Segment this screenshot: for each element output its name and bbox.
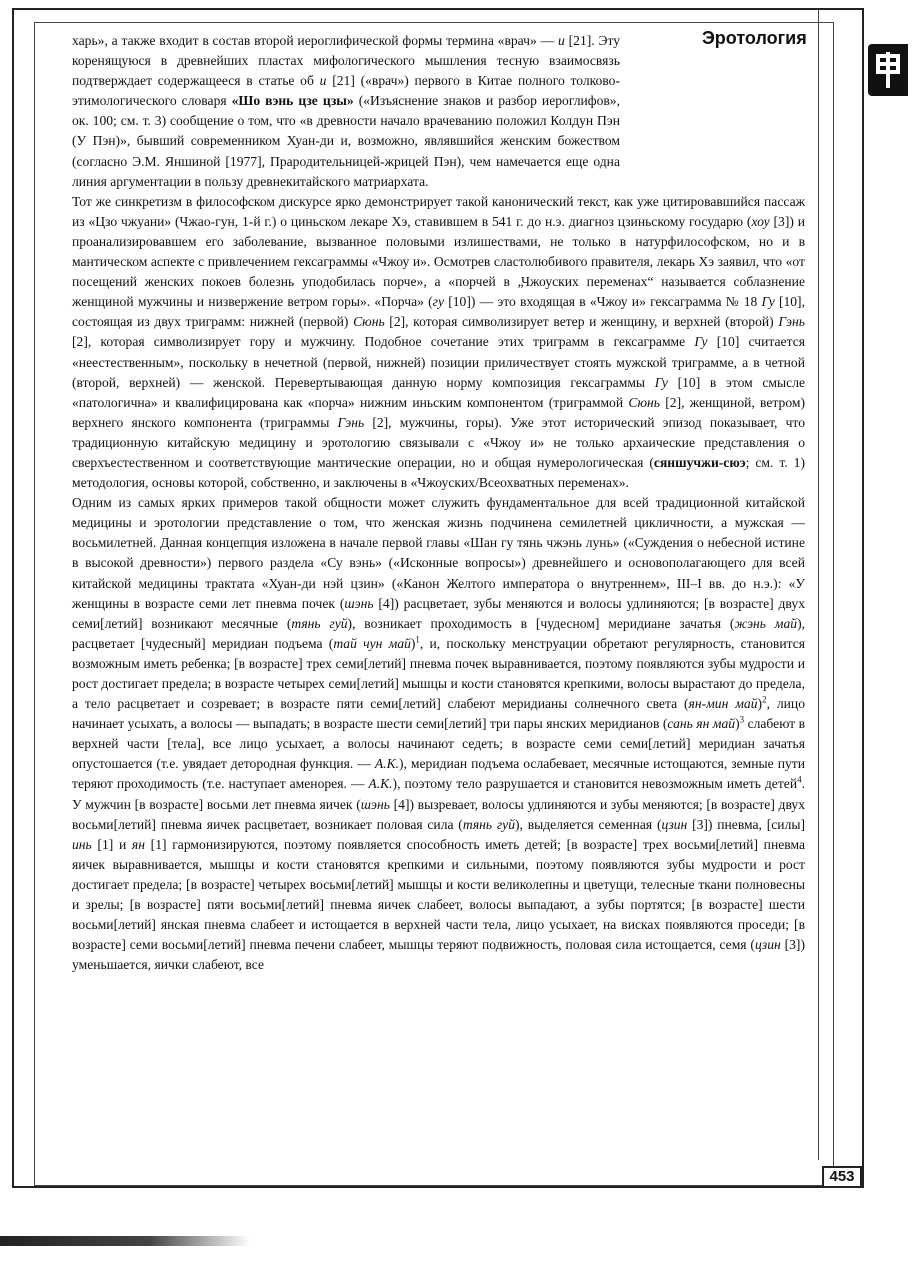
footnote-ref: 4 [797, 774, 802, 785]
scan-edge-shadow [0, 1236, 250, 1246]
paragraph-3: Одним из самых ярких примеров такой общности может служить фундаментальное для всей традиционной китайской медицины и эротологии представление о том, что женская жизнь подчинена семилетней цикличности, а мужская — восьмилетней. Данная концепция изложена в начале первой главы «Шан гу тянь чжэнь лунь» («Суждения о небесной истине в высокой древности») первого раздела «Су вэнь» («Исконные вопросы») древнейшего и основополагающего для всей китайской медицины трактата «Хуан-ди нэй цзин» («Канон Желтого императора о внутреннем», III–I вв. до н.э.): «У женщины в возрасте семи лет пневма почек (шэнь [4]) расцветает, зубы меняются и волосы удлиняются; [в возрасте] двух семи[летий] возникают месячные (тянь гуй), возникает проходимость в [чудесном] меридиане зачатья (жэнь май), расцветает [чудесный] меридиан подъема (тай чун май)$^1$, и, поскольку менструации обретают регулярность, становится возможным иметь ребенка; [в возрасте] трех семи[летий] пневма почек выравнивается, поэтому появляются зубы мудрости и рост достигает предела; в возрасте четырех семи[летий] мышцы и кости становятся крепкими, волосы вырастают до предела, а тело расцветает и созревает; в возрасте пяти семи[летий] слабеют меридианы солнечного света (ян-мин май)$^2$, лицо начинает усыхать, а волосы — выпадать; в возрасте шести семи[летий] три пары янских меридианов (сань ян май)$^3$ слабеют в верхней части [тела], все лицо усыхает, а волосы начинают седеть; в возрасте семи семи[летий] меридиан зачатья опустошается (т.е. увядает детородная функция. — А.К.), меридиан подъема ослабевает, месячные истощаются, земные пути теряют проходимость (т.е. наступает аменорея. — А.К.), поэтому тело разрушается и становится невозможным иметь детей$^4$. У мужчин [в возрасте] восьми лет пневма яичек (шэнь [4]) вызревает, волосы удлиняются и зубы меняются; [в возрасте] двух восьми[летий] пневма яичек расцветает, возникает половая сила (тянь гуй), выделяется семенная (цзин [3]) пневма, [силы] инь [1] и ян [1] гармонизируются, поэтому появляется способность иметь детей; [в возрасте] трех восьми[летий] пневма яичек выравнивается, мышцы и кости становятся крепкими и сильными, поэтому появляются зубы мудрости и рост достигает предела; [в возрасте] четырех восьми[летий] мышцы и кости великолепны и цветущи, телесные ткани полновесны и зрелы; [в возрасте] пяти восьми[летий] пневма яичек слабеет, волосы выпадают, а зубы портятся; [в возрасте] шести восьми[летий] янская пневма слабеет и истощается в верхней части тела, лицо усыхает, на висках появляются проседи; [в возрасте] семи восьми[летий] пневма печени слабеет, мышцы теряют подвижность, половая сила истощается, семя (цзин [3]) уменьшается, яички слабеют, все [72, 495, 806, 973]
page-number: 453 [822, 1166, 862, 1188]
paragraph-2: Тот же синкретизм в философском дискурсе ярко демонстрирует такой канонический текст, как уже цитировавшийся пассаж из «Цзо чжуани» (Чжао-гун, 1-й г.) о циньском лекаре Хэ, ставившем в 541 г. до н.э. диагноз цзиньскому государю (хоу [3]) и проанализировавшем его заболевание, вызванное половыми излишествами, не только в натурфилософском, но и в мантическом аспекте с привлечением гексаграммы «Чжоу и». Осмотрев сластолюбивого правителя, лекарь Хэ заявил, что «от посещений женских покоев болезнь уподобилась порче», а «порчей в „Чжоуских переменах“ называется соблазнение женщиной мужчины и низвержение ветром горы». «Порча» (гу [10]) — это входящая в «Чжоу и» гексаграмма № 18 Гу [10], состоящая из двух триграмм: нижней (первой) Сюнь [2], которая символизирует ветер и женщину, и верхней (второй) Гэнь [2], которая символизирует гору и мужчину. Подобное сочетание этих триграмм в гексаграмме Гу [10] считается «неестественным», поскольку в нечетной (первой, нижней) позиции приличествует стоять мужской триграмме, а в четной (второй, верхней) — женской. Перевертывающая данную норму композиция гексаграммы Гу [10] в этом смысле «патологична» и квалифицирована как «порча» нижним иньским компонентом (триграммой Сюнь [2], женщиной, ветром) верхнего янского компонента (триграммы Гэнь [2], мужчины, горы). Уже этот исторический эпизод показывает, что традиционную китайскую медицину и эротологию связывали с «Чжоу и» не только архаические представления о сверхъестественном и соответствующие мантические операции, но и общая нумерологическая (сяншучжи-сюэ; см. т. 1) методология, основы которой, собственно, и заключены в «Чжоуских/Всеохватных переменах». [72, 193, 806, 491]
paragraph-1: харь», а также входит в состав второй иероглифической формы термина «врач» — и [21]. Эту коренящуюся в древнейших пластах мифологического мышления тесную взаимосвязь подтверждает содержащееся в статье об и [21] («врач») первого в Китае полного толково-этимологического словаря «Шо вэнь цзе цзы» («Изъяснение знаков и разбор иероглифов», ок. 100; см. т. 3) сообщение о том, что «в древности начало врачеванию положил Колдун Пэн (У Пэн)», бывший современником Хуан-ди и, возможно, являвшийся женским божеством (согласно Э.М. Яншиной [1977], Прародительницей-жрицей Пэн), чем намечается еще одна линия аргументации в пользу древнекитайского матриархата. [72, 33, 621, 189]
column-rule [818, 10, 819, 1160]
thumb-index-tab [868, 44, 908, 96]
section-title: Эротология [702, 28, 807, 48]
footnote-ref: 2 [762, 694, 767, 705]
footnote-ref: 3 [739, 714, 745, 725]
main-text [72, 31, 805, 975]
chinese-character-icon [874, 52, 902, 88]
footnote-ref: 1 [415, 634, 420, 645]
